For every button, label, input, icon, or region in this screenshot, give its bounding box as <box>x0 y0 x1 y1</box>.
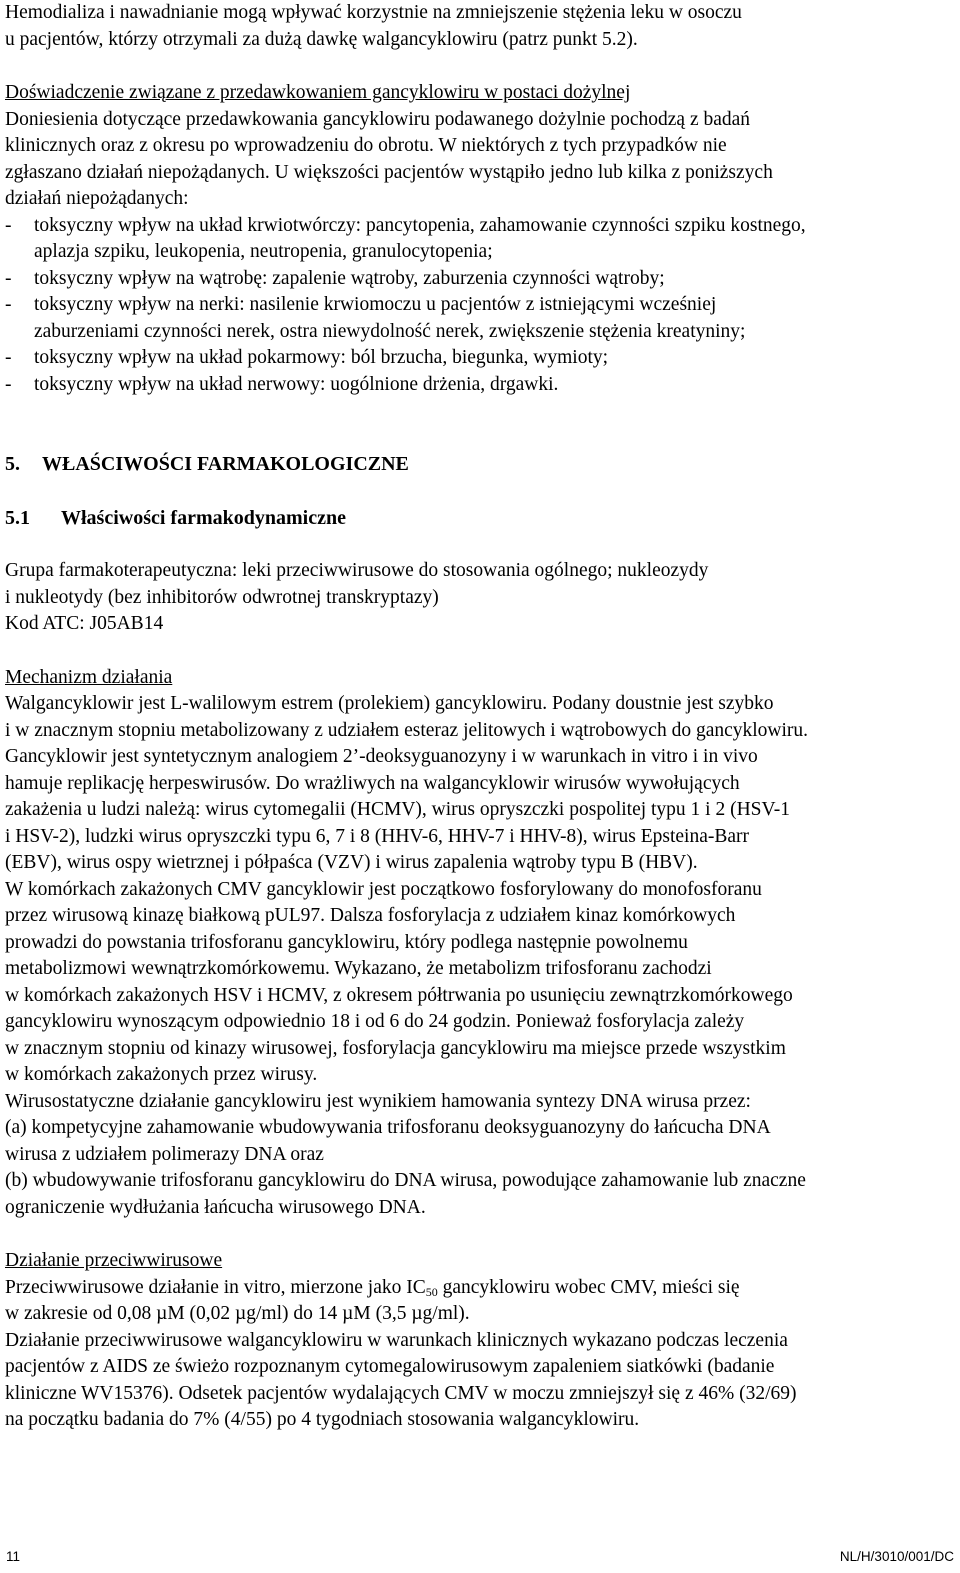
paragraph-line: Walgancyklowir jest L-walilowym estrem (prolekiem) gancyklowiru. Podany doustnie jest szybko <box>5 693 774 714</box>
paragraph-line: w komórkach zakażonych przez wirusy. <box>5 1064 318 1085</box>
paragraph-line: klinicznych oraz z okresu po wprowadzeniu do obrotu. W niektórych z tych przypadków nie <box>5 135 727 156</box>
list-dash: - <box>5 267 12 289</box>
paragraph-line: W komórkach zakażonych CMV gancyklowir jest początkowo fosforylowany do monofosforanu <box>5 878 762 900</box>
list-dash: - <box>5 214 12 236</box>
list-item-text <box>34 292 955 345</box>
paragraph-line: w znacznym stopniu od kinazy wirusowej, fosforylacja gancyklowiru ma miejsce przede wszystkim <box>5 1037 786 1059</box>
antiviral-section <box>5 1248 955 1434</box>
paragraph-line: metabolizmowi wewnątrzkomórkowemu. Wykazano, że metabolizm trifosforanu zachodzi <box>5 958 712 979</box>
page-footer <box>0 1547 960 1567</box>
paragraph-line: zgłaszano działań niepożądanych. U większości pacjentów wystąpiło jedno lub kilka z poniższych <box>5 161 773 183</box>
paragraph-line: i w znacznym stopniu metabolizowany z udziałem esteraz jelitowych i wątrobowych do gancyklowiru. <box>5 719 809 741</box>
list-item <box>5 292 955 345</box>
list-line: zaburzeniami czynności nerek, ostra niewydolność nerek, zwiększenie stężenia kreatyniny; <box>34 320 746 342</box>
paragraph-line: u pacjentów, którzy otrzymali za dużą dawkę walgancyklowiru (patrz punkt 5.2). <box>5 28 638 50</box>
paragraph-line: i nukleotydy (bez inhibitorów odwrotnej transkryptazy) <box>5 586 439 608</box>
paragraph-line: działań niepożądanych: <box>5 188 189 209</box>
overdose-intro <box>5 0 955 53</box>
paragraph-line: na początku badania do 7% (4/55) po 4 tygodniach stosowania walgancyklowiru. <box>5 1409 640 1430</box>
paragraph-line: prowadzi do powstania trifosforanu gancyklowiru, który podlega następnie powolnemu <box>5 931 688 953</box>
document-page <box>5 0 955 1434</box>
mechanism-section <box>5 665 955 1222</box>
atc-code: Kod ATC: J05AB14 <box>5 613 164 634</box>
ic50-subscript: 50 <box>425 1284 438 1299</box>
paragraph-line: kliniczne WV15376). Odsetek pacjentów wydalających CMV w moczu zmniejszył się z 46% (32/69) <box>5 1382 797 1404</box>
paragraph-line: w komórkach zakażonych HSV i HCMV, z okresem półtrwania po usunięciu zewnątrzkomórkowego <box>5 984 793 1006</box>
list-line: toksyczny wpływ na układ nerwowy: uogólnione drżenia, drgawki. <box>34 373 559 395</box>
section-5-heading <box>5 451 955 478</box>
paragraph-line: Działanie przeciwwirusowe walgancyklowiru w warunkach klinicznych wykazano podczas leczenia <box>5 1329 788 1351</box>
list-item-text <box>34 372 955 399</box>
ic50-text-pre: Przeciwwirusowe działanie in vitro, mierzone jako IC <box>5 1276 426 1298</box>
list-line: toksyczny wpływ na wątrobę: zapalenie wątroby, zaburzenia czynności wątroby; <box>34 267 665 289</box>
paragraph-line: przez wirusową kinazę białkową pUL97. Dalsza fosforylacja z udziałem kinaz komórkowych <box>5 905 736 926</box>
paragraph-line: Gancyklowir jest syntetycznym analogiem 2’-deoksyguanozyny i w warunkach in vitro i in vivo <box>5 746 758 767</box>
paragraph-line: (a) kompetycyjne zahamowanie wbudowywania trifosforanu deoksyguanozyny do łańcucha DNA <box>5 1117 771 1138</box>
paragraph-line: Wirusostatyczne działanie gancyklowiru jest wynikiem hamowania syntezy DNA wirusa przez: <box>5 1090 751 1112</box>
list-item <box>5 345 955 372</box>
paragraph-line: (b) wbudowywanie trifosforanu gancyklowiru do DNA wirusa, powodujące zahamowanie lub znaczne <box>5 1170 806 1191</box>
list-dash: - <box>5 294 12 315</box>
list-item <box>5 266 955 293</box>
list-line: toksyczny wpływ na układ pokarmowy: ból brzucha, biegunka, wymioty; <box>34 347 609 368</box>
list-item <box>5 213 955 266</box>
list-line: aplazja szpiku, leukopenia, neutropenia, granulocytopenia; <box>34 241 493 262</box>
paragraph-line: (EBV), wirus ospy wietrznej i półpaśca (VZV) i wirus zapalenia wątroby typu B (HBV). <box>5 852 698 873</box>
paragraph-line: zakażenia u ludzi należą: wirus cytomegalii (HCMV), wirus opryszczki pospolitej typu 1 i 2 (HSV-1 <box>5 799 791 820</box>
list-dash: - <box>5 347 12 368</box>
paragraph-line: hamuje replikację herpeswirusów. Do wrażliwych na walgancyklowir wirusów wywołujących <box>5 772 740 794</box>
page-number: 11 <box>6 1549 21 1564</box>
paragraph-line: w zakresie od 0,08 µM (0,02 µg/ml) do 14 µM (3,5 µg/ml). <box>5 1303 470 1324</box>
pharmacotherapeutic-group <box>5 558 955 638</box>
paragraph-line: pacjentów z AIDS ze świeżo rozpoznanym cytomegalowirusowym zapaleniem siatkówki (badanie <box>5 1356 775 1377</box>
section-number: 5.1 <box>5 506 30 529</box>
paragraph-line <box>5 1275 955 1302</box>
paragraph-line: Doniesienia dotyczące przedawkowania gancyklowiru podawanego dożylnie pochodzą z badań <box>5 108 751 130</box>
section-5-1-heading <box>5 505 955 532</box>
antiviral-heading: Działanie przeciwwirusowe <box>5 1250 223 1271</box>
mechanism-heading: Mechanizm działania <box>5 666 173 688</box>
iv-overdose-heading: Doświadczenie związane z przedawkowaniem gancyklowiru w postaci dożylnej <box>5 82 631 103</box>
paragraph-line: i HSV-2), ludzki wirus opryszczki typu 6, 7 i 8 (HHV-6, HHV-7 i HHV-8), wirus Epsteina-Barr <box>5 825 749 847</box>
paragraph-line: gancyklowiru wynoszącym odpowiednio 18 i od 6 do 24 godzin. Ponieważ fosforylacja zależy <box>5 1011 745 1032</box>
ic50-text-post: gancyklowiru wobec CMV, mieści się <box>437 1276 740 1298</box>
list-item-text <box>34 213 955 266</box>
list-item-text <box>34 345 955 372</box>
list-item-text <box>34 266 955 293</box>
iv-overdose-section <box>5 80 955 398</box>
paragraph-line: Hemodializa i nawadnianie mogą wpływać korzystnie na zmniejszenie stężenia leku w osoczu <box>5 2 742 23</box>
list-dash: - <box>5 373 12 395</box>
section-title: Właściwości farmakodynamiczne <box>61 506 346 529</box>
list-item <box>5 372 955 399</box>
paragraph-line: wirusa z udziałem polimerazy DNA oraz <box>5 1143 324 1165</box>
list-line: toksyczny wpływ na układ krwiotwórczy: pancytopenia, zahamowanie czynności szpiku kostnego, <box>34 214 806 236</box>
section-title: WŁAŚCIWOŚCI FARMAKOLOGICZNE <box>42 453 409 475</box>
paragraph-line: ograniczenie wydłużania łańcucha wirusowego DNA. <box>5 1196 426 1218</box>
document-code: NL/H/3010/001/DC <box>839 1549 954 1564</box>
list-line: toksyczny wpływ na nerki: nasilenie krwiomoczu u pacjentów z istniejącymi wcześniej <box>34 294 717 315</box>
paragraph-line: Grupa farmakoterapeutyczna: leki przeciwwirusowe do stosowania ogólnego; nukleozydy <box>5 560 709 581</box>
section-number: 5. <box>5 453 20 475</box>
